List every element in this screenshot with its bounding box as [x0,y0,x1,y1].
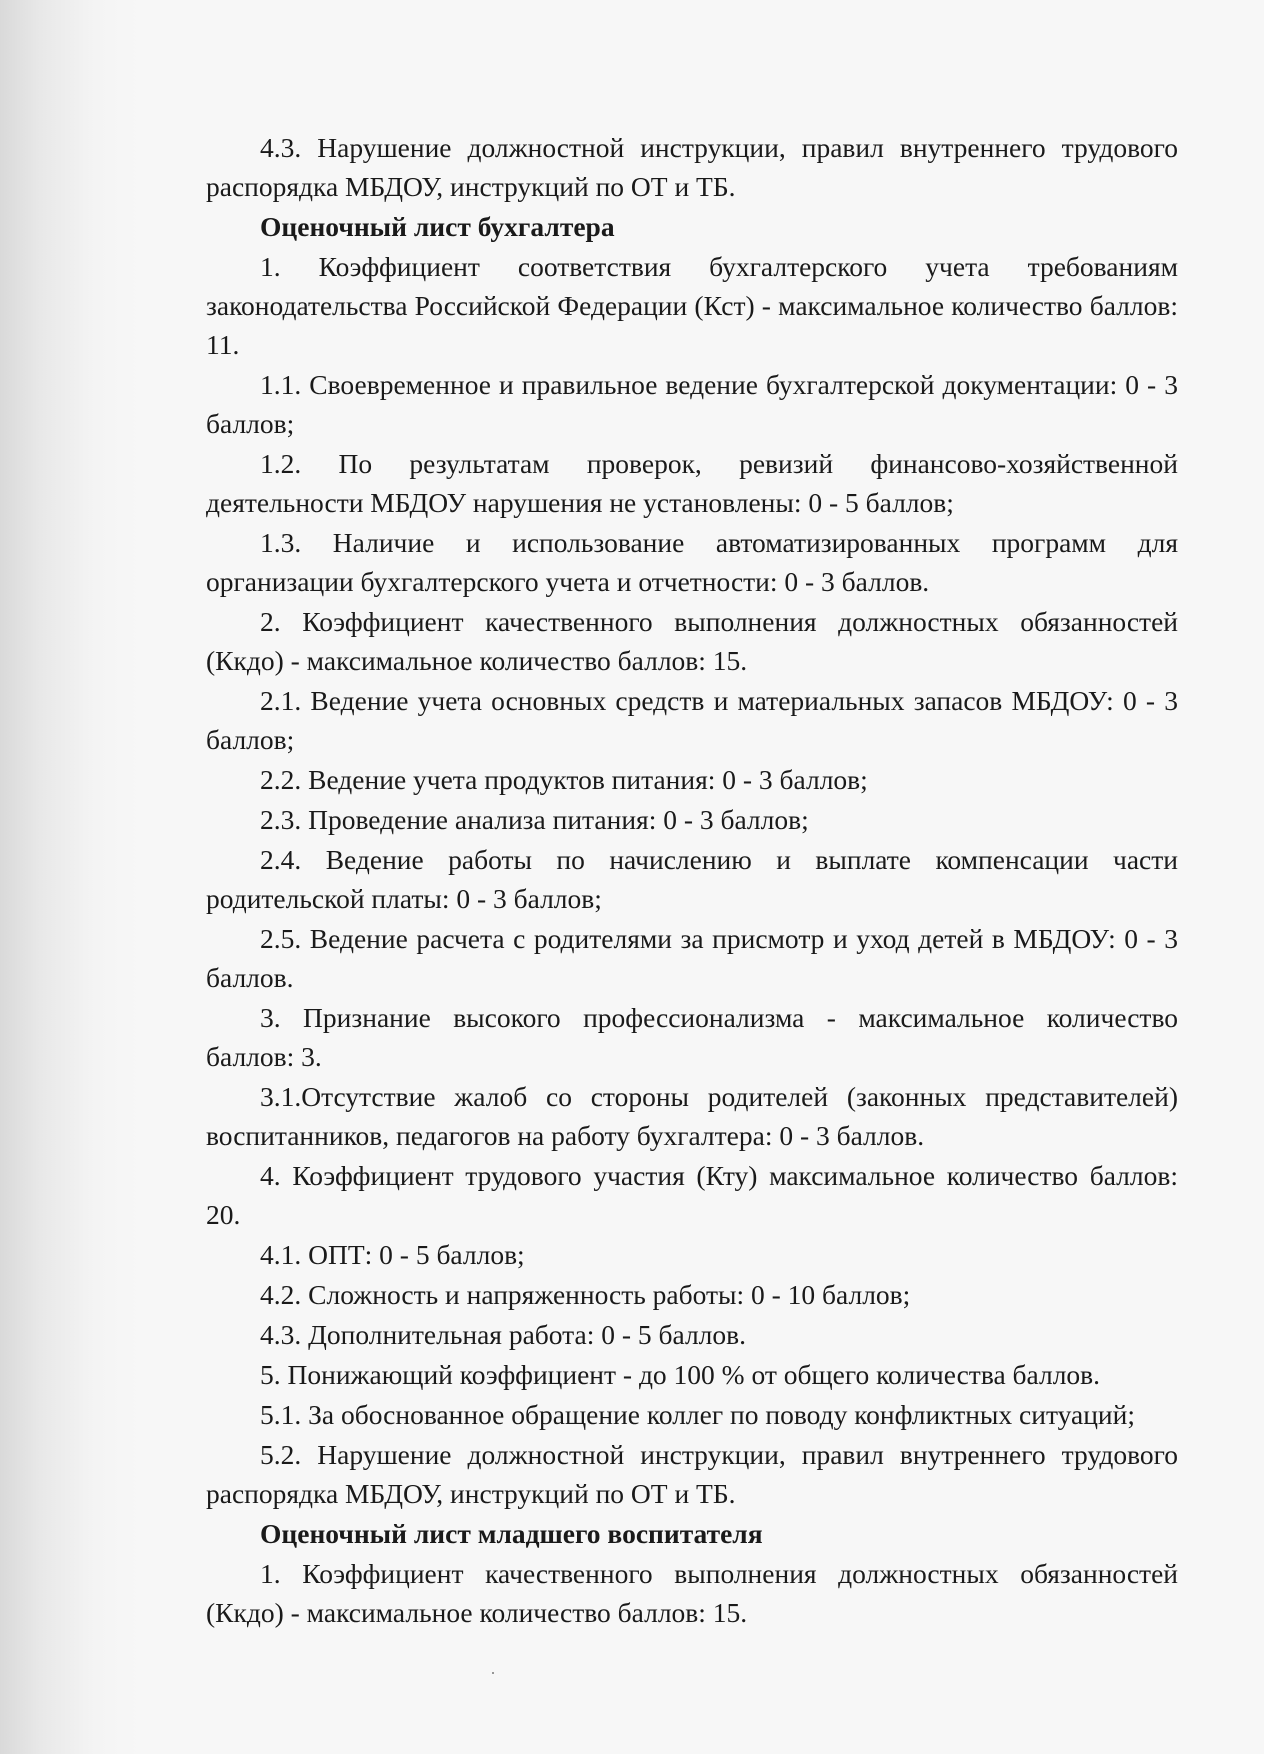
document-paragraph: 2.2. Ведение учета продуктов питания: 0 - 3 баллов; [260,764,868,795]
document-paragraph: 1.1. Своевременное и правильное ведение бухгалтерской документации: 0 - 3 баллов; [206,369,1178,439]
document-paragraph: 2.4. Ведение работы по начислению и выплате компенсации части родительской платы: 0 - 3 баллов; [206,844,1178,914]
document-paragraph: 3. Признание высокого профессионализма - максимальное количество баллов: 3. [206,1002,1178,1072]
document-paragraph: 5.2. Нарушение должностной инструкции, правил внутреннего трудового распорядка МБДОУ, инструкций по ОТ и ТБ. [206,1439,1178,1509]
document-paragraph: 4.3. Нарушение должностной инструкции, правил внутреннего трудового распорядка МБДОУ, инструкций по ОТ и ТБ. [206,132,1178,202]
document-paragraph: 2.5. Ведение расчета с родителями за присмотр и уход детей в МБДОУ: 0 - 3 баллов. [206,923,1178,993]
document-paragraph: 2.1. Ведение учета основных средств и материальных запасов МБДОУ: 0 - 3 баллов; [206,685,1178,755]
document-paragraph: 1. Коэффициент качественного выполнения должностных обязанностей (Ккдо) - максимальное количество баллов: 15. [206,1558,1178,1628]
document-paragraph: 4. Коэффициент трудового участия (Кту) максимальное количество баллов: 20. [206,1160,1178,1230]
document-paragraph: 2.3. Проведение анализа питания: 0 - 3 баллов; [260,804,809,835]
document-paragraph: 4.1. ОПТ: 0 - 5 баллов; [260,1239,525,1270]
document-paragraph: 2. Коэффициент качественного выполнения должностных обязанностей (Ккдо) - максимальное количество баллов: 15. [206,606,1178,676]
document-paragraph: 4.2. Сложность и напряженность работы: 0 - 10 баллов; [260,1279,911,1310]
document-body [206,128,1178,1633]
document-paragraph: 1.3. Наличие и использование автоматизированных программ для организации бухгалтерского учета и отчетности: 0 - 3 баллов. [206,527,1178,597]
document-paragraph: 1.2. По результатам проверок, ревизий финансово-хозяйственной деятельности МБДОУ нарушения не установлены: 0 - 5 баллов; [206,448,1178,518]
section-heading: Оценочный лист младшего воспитателя [260,1518,763,1549]
section-heading: Оценочный лист бухгалтера [260,211,615,242]
scan-speck [492,1672,494,1674]
document-paragraph: 5.1. За обоснованное обращение коллег по поводу конфликтных ситуаций; [260,1399,1135,1430]
document-paragraph: 1. Коэффициент соответствия бухгалтерского учета требованиям законодательства Российской Федерации (Кст) - максимальное количество баллов: 11. [206,251,1178,360]
document-paragraph: 5. Понижающий коэффициент - до 100 % от общего количества баллов. [260,1359,1101,1390]
document-paragraph: 4.3. Дополнительная работа: 0 - 5 баллов. [260,1319,747,1350]
document-paragraph: 3.1.Отсутствие жалоб со стороны родителей (законных представителей) воспитанников, педагогов на работу бухгалтера: 0 - 3 баллов. [206,1081,1178,1151]
